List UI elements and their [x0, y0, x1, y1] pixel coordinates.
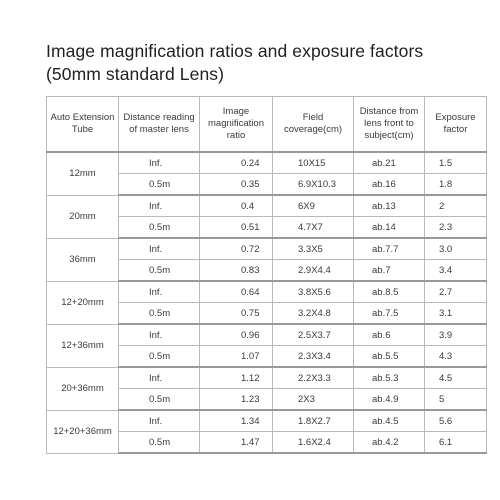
distance-cell: 0.5m	[119, 432, 200, 454]
field-cell: 6X9	[273, 195, 354, 217]
exposure-cell: 3.0	[425, 238, 487, 260]
front-distance-cell: ab.5.3	[354, 367, 425, 389]
front-distance-cell: ab.4.5	[354, 410, 425, 432]
table-row	[47, 367, 487, 389]
field-cell: 3.3X5	[273, 238, 354, 260]
field-cell: 3.2X4.8	[273, 303, 354, 325]
tube-cell: 12+20mm	[47, 281, 119, 324]
field-cell: 1.6X2.4	[273, 432, 354, 454]
ratio-cell: 1.07	[200, 346, 273, 368]
ratio-cell: 0.96	[200, 324, 273, 346]
front-distance-cell: ab.6	[354, 324, 425, 346]
table-row	[47, 281, 487, 303]
header-magnification-ratio: Image magnification ratio	[200, 97, 273, 153]
header-field-coverage: Field coverage(cm)	[273, 97, 354, 153]
exposure-cell: 3.4	[425, 260, 487, 282]
ratio-cell: 0.75	[200, 303, 273, 325]
tube-cell: 12mm	[47, 152, 119, 195]
exposure-cell: 4.5	[425, 367, 487, 389]
distance-cell: Inf.	[119, 324, 200, 346]
exposure-cell: 2.3	[425, 217, 487, 239]
tube-cell: 20mm	[47, 195, 119, 238]
exposure-cell: 4.3	[425, 346, 487, 368]
exposure-cell: 6.1	[425, 432, 487, 454]
distance-cell: Inf.	[119, 152, 200, 174]
field-cell: 1.8X2.7	[273, 410, 354, 432]
front-distance-cell: ab.4.2	[354, 432, 425, 454]
header-exposure-factor: Exposure factor	[425, 97, 487, 153]
distance-cell: Inf.	[119, 238, 200, 260]
exposure-cell: 5	[425, 389, 487, 411]
table-row	[47, 410, 487, 432]
tube-cell: 20+36mm	[47, 367, 119, 410]
ratio-cell: 0.4	[200, 195, 273, 217]
ratio-cell: 0.83	[200, 260, 273, 282]
front-distance-cell: ab.13	[354, 195, 425, 217]
header-extension-tube: Auto Extension Tube	[47, 97, 119, 153]
distance-cell: Inf.	[119, 281, 200, 303]
distance-cell: 0.5m	[119, 389, 200, 411]
ratio-cell: 0.64	[200, 281, 273, 303]
distance-cell: Inf.	[119, 410, 200, 432]
exposure-cell: 3.9	[425, 324, 487, 346]
distance-cell: 0.5m	[119, 346, 200, 368]
field-cell: 6.9X10.3	[273, 174, 354, 196]
field-cell: 3.8X5.6	[273, 281, 354, 303]
ratio-cell: 0.51	[200, 217, 273, 239]
front-distance-cell: ab.16	[354, 174, 425, 196]
distance-cell: Inf.	[119, 195, 200, 217]
distance-cell: 0.5m	[119, 303, 200, 325]
field-cell: 2.5X3.7	[273, 324, 354, 346]
exposure-cell: 2	[425, 195, 487, 217]
front-distance-cell: ab.7.7	[354, 238, 425, 260]
exposure-cell: 2.7	[425, 281, 487, 303]
front-distance-cell: ab.7.5	[354, 303, 425, 325]
header-distance-to-subject: Distance from lens front to subject(cm)	[354, 97, 425, 153]
distance-cell: 0.5m	[119, 174, 200, 196]
magnification-table	[46, 96, 487, 454]
table-row	[47, 152, 487, 174]
page-title	[46, 40, 423, 86]
front-distance-cell: ab.14	[354, 217, 425, 239]
front-distance-cell: ab.21	[354, 152, 425, 174]
front-distance-cell: ab.4.9	[354, 389, 425, 411]
ratio-cell: 1.47	[200, 432, 273, 454]
field-cell: 2.3X3.4	[273, 346, 354, 368]
field-cell: 10X15	[273, 152, 354, 174]
front-distance-cell: ab.7	[354, 260, 425, 282]
ratio-cell: 1.34	[200, 410, 273, 432]
distance-cell: Inf.	[119, 367, 200, 389]
ratio-cell: 1.12	[200, 367, 273, 389]
exposure-cell: 1.5	[425, 152, 487, 174]
title-line-1: Image magnification ratios and exposure factors	[46, 41, 424, 61]
ratio-cell: 1.23	[200, 389, 273, 411]
field-cell: 4.7X7	[273, 217, 354, 239]
table-header-row	[47, 97, 487, 153]
ratio-cell: 0.35	[200, 174, 273, 196]
tube-cell: 12+20+36mm	[47, 410, 119, 453]
field-cell: 2X3	[273, 389, 354, 411]
front-distance-cell: ab.5.5	[354, 346, 425, 368]
field-cell: 2.9X4.4	[273, 260, 354, 282]
distance-cell: 0.5m	[119, 260, 200, 282]
distance-cell: 0.5m	[119, 217, 200, 239]
tube-cell: 36mm	[47, 238, 119, 281]
exposure-cell: 5.6	[425, 410, 487, 432]
tube-cell: 12+36mm	[47, 324, 119, 367]
title-line-2: (50mm standard Lens)	[46, 64, 225, 84]
field-cell: 2.2X3.3	[273, 367, 354, 389]
ratio-cell: 0.24	[200, 152, 273, 174]
ratio-cell: 0.72	[200, 238, 273, 260]
header-distance-reading: Distance reading of master lens	[119, 97, 200, 153]
exposure-cell: 3.1	[425, 303, 487, 325]
exposure-cell: 1.8	[425, 174, 487, 196]
table-row	[47, 238, 487, 260]
table-row	[47, 195, 487, 217]
table-row	[47, 324, 487, 346]
front-distance-cell: ab.8.5	[354, 281, 425, 303]
